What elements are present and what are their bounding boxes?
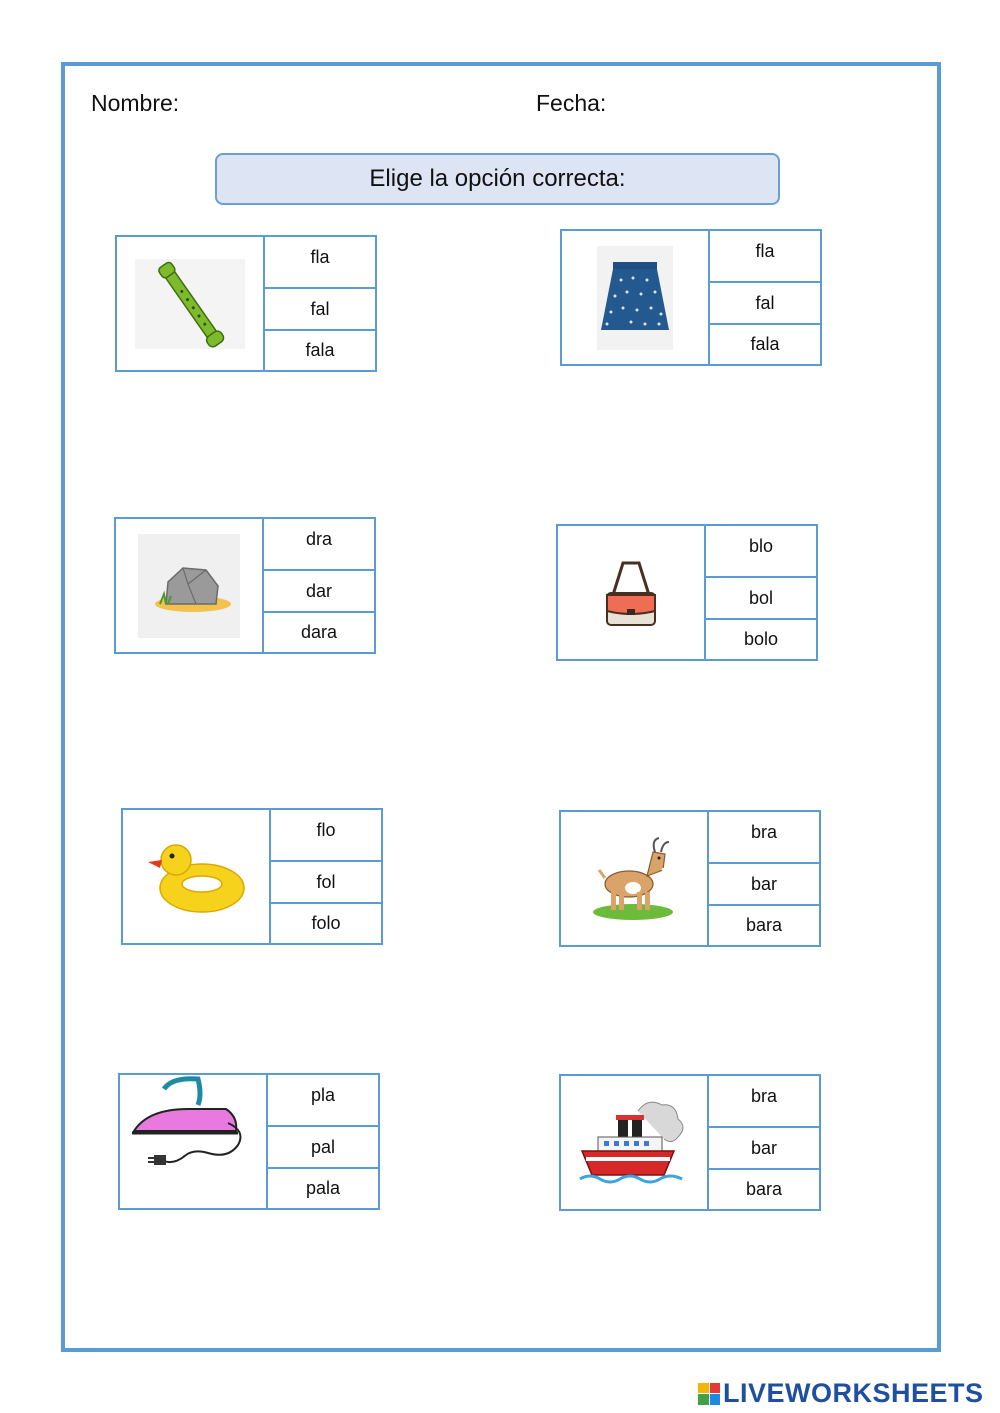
liveworksheets-logo bbox=[698, 1378, 984, 1409]
exercise-card bbox=[121, 808, 383, 945]
exercise-card bbox=[118, 1073, 380, 1210]
brand-name: LIVEWORKSHEETS bbox=[723, 1378, 984, 1408]
option-1[interactable]: dra bbox=[264, 519, 374, 571]
option-1[interactable]: fla bbox=[710, 231, 820, 283]
date-label: Fecha: bbox=[536, 90, 607, 116]
liveworksheets-logo-icon bbox=[698, 1383, 720, 1405]
option-1[interactable]: bra bbox=[709, 812, 819, 864]
option-2[interactable]: fal bbox=[265, 289, 375, 331]
duck-float-icon bbox=[123, 810, 271, 943]
option-3[interactable]: fala bbox=[750, 334, 780, 354]
instruction-banner bbox=[215, 153, 780, 205]
exercise-card bbox=[559, 1074, 821, 1211]
iron-icon bbox=[120, 1075, 268, 1208]
option-2[interactable]: bar bbox=[709, 864, 819, 906]
option-3[interactable]: folo bbox=[311, 913, 341, 933]
goat-icon bbox=[561, 812, 709, 945]
rock-icon bbox=[116, 519, 264, 652]
exercise-card bbox=[556, 524, 818, 661]
exercise-card bbox=[115, 235, 377, 372]
option-2[interactable]: dar bbox=[264, 571, 374, 613]
option-2[interactable]: pal bbox=[268, 1127, 378, 1169]
recorder-flute-icon bbox=[117, 237, 265, 370]
instruction-text: Elige la opción correcta: bbox=[369, 165, 626, 192]
exercise-card bbox=[559, 810, 821, 947]
option-1[interactable]: bra bbox=[709, 1076, 819, 1128]
option-1[interactable]: pla bbox=[268, 1075, 378, 1127]
ship-icon bbox=[561, 1076, 709, 1209]
option-1[interactable]: blo bbox=[706, 526, 816, 578]
option-2[interactable]: bol bbox=[706, 578, 816, 620]
option-3[interactable]: bara bbox=[745, 915, 783, 935]
option-1[interactable]: flo bbox=[271, 810, 381, 862]
option-2[interactable]: bar bbox=[709, 1128, 819, 1170]
option-3[interactable]: bolo bbox=[743, 629, 779, 649]
option-3[interactable]: bara bbox=[745, 1179, 783, 1199]
handbag-icon bbox=[558, 526, 706, 659]
option-3[interactable]: dara bbox=[300, 622, 338, 642]
exercise-card bbox=[114, 517, 376, 654]
option-1[interactable]: fla bbox=[265, 237, 375, 289]
skirt-icon bbox=[562, 231, 710, 364]
option-3[interactable]: pala bbox=[305, 1178, 341, 1198]
option-2[interactable]: fol bbox=[271, 862, 381, 904]
exercise-card bbox=[560, 229, 822, 366]
name-label: Nombre: bbox=[91, 90, 180, 116]
option-3[interactable]: fala bbox=[305, 340, 335, 360]
option-2[interactable]: fal bbox=[710, 283, 820, 325]
